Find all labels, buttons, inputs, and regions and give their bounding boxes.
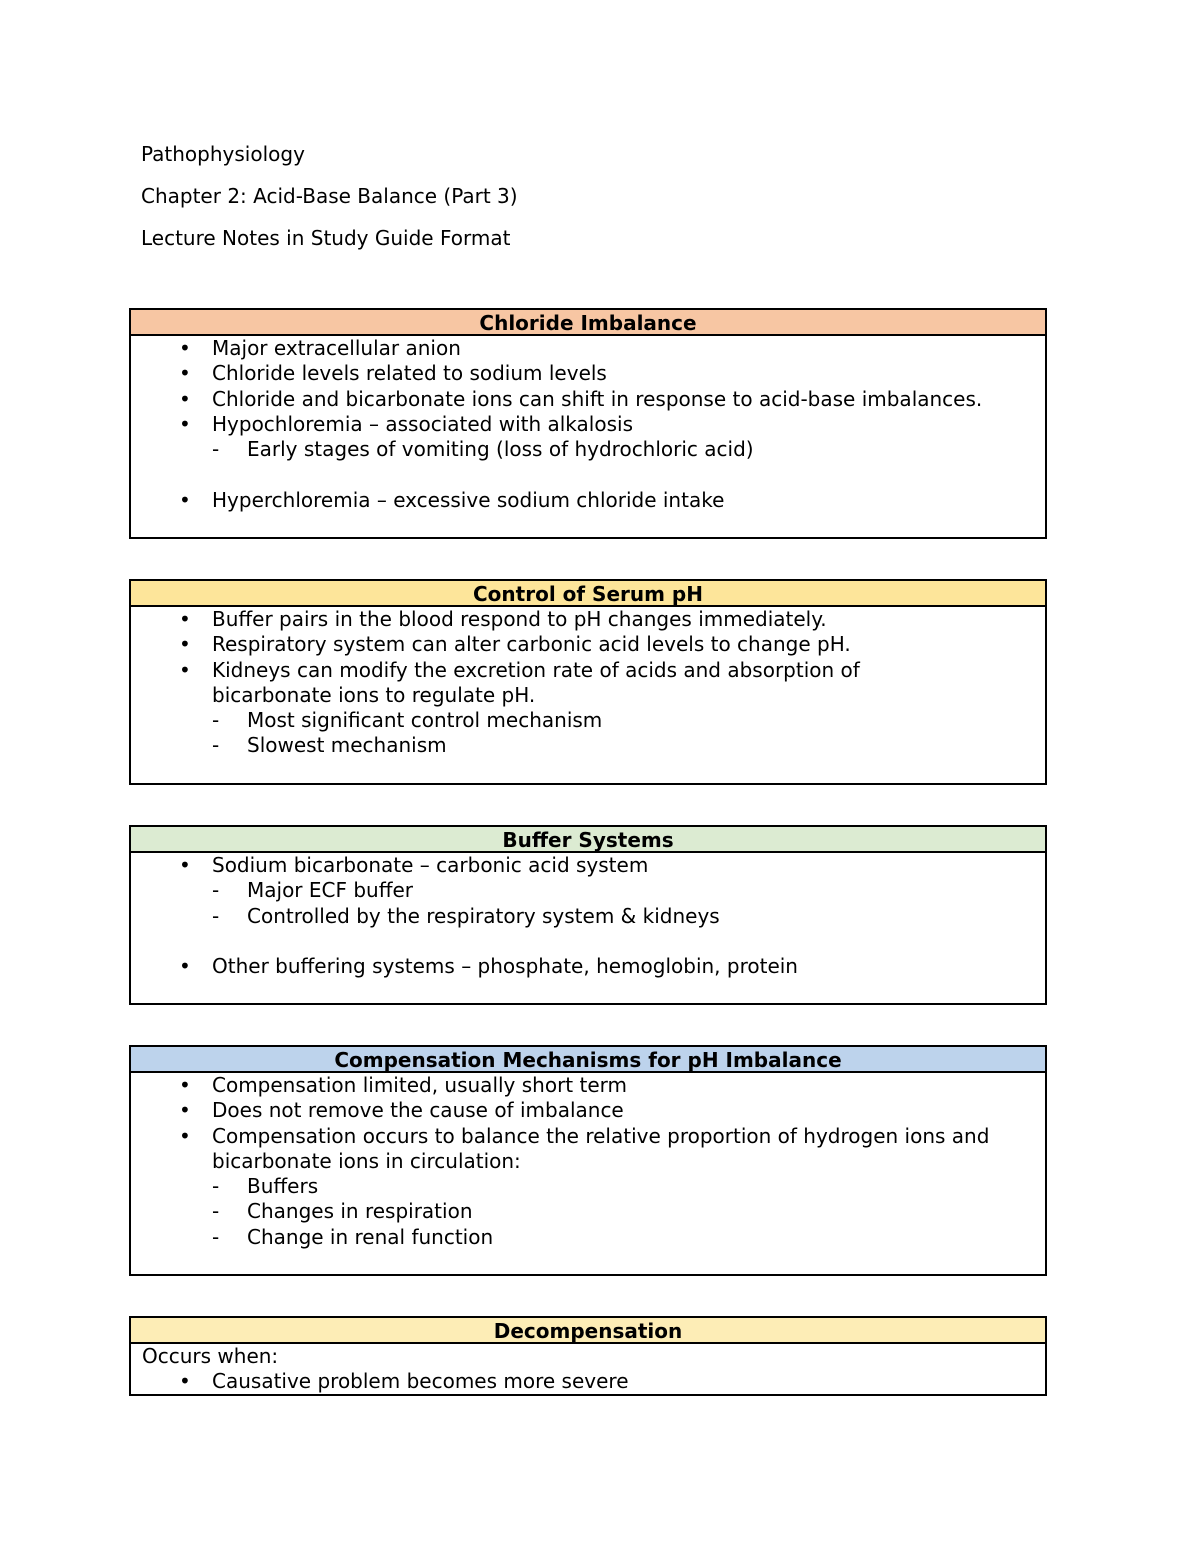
list-item: • Does not remove the cause of imbalance [179,1098,624,1123]
serum-ph-title: Control of Serum pH [131,581,1045,607]
dash-icon: - [212,1174,220,1199]
bullet-icon: • [179,386,191,411]
chloride-imbalance-body [131,336,1045,513]
sub-list-item: - Slowest mechanism [212,733,447,758]
course-title: Pathophysiology [141,142,305,166]
bullet-icon: • [179,1123,191,1148]
compensation-body [131,1073,1045,1250]
compensation-box [129,1045,1047,1276]
sub-list-item: - Early stages of vomiting (loss of hydrochloric acid) [212,437,754,462]
dash-icon: - [212,1199,220,1224]
dash-icon: - [212,903,220,928]
list-item: • Chloride and bicarbonate ions can shift in response to acid-base imbalances. [179,386,983,411]
list-item: • Causative problem becomes more severe [179,1369,629,1394]
list-item: • Compensation occurs to balance the relative proportion of hydrogen ions and bicarbonate ions in circulation: [179,1123,990,1173]
dash-icon: - [212,1224,220,1249]
list-item: • Hypochloremia – associated with alkalosis [179,411,633,436]
decompensation-box [129,1316,1047,1396]
bullet-icon: • [179,336,191,360]
bullet-icon: • [179,632,191,657]
bullet-icon: • [179,1369,191,1394]
bullet-icon: • [179,607,191,631]
decompensation-body [131,1344,1045,1395]
list-item: • Buffer pairs in the blood respond to pH changes immediately. [179,607,827,631]
sub-list-item: - Changes in respiration [212,1199,473,1224]
bullet-icon: • [179,487,191,512]
bullet-icon: • [179,853,191,877]
buffer-systems-body [131,853,1045,979]
list-item: • Compensation limited, usually short term [179,1073,627,1097]
bullet-icon: • [179,411,191,436]
decompensation-title: Decompensation [131,1318,1045,1344]
dash-icon: - [212,733,220,758]
list-item: • Chloride levels related to sodium levels [179,361,607,386]
sub-list-item: - Change in renal function [212,1224,494,1249]
bullet-icon: • [179,1098,191,1123]
decompensation-intro: Occurs when: [142,1344,279,1368]
list-item: • Kidneys can modify the excretion rate of acids and absorption of bicarbonate ions to regulate pH. [179,657,860,707]
bullet-icon: • [179,361,191,386]
list-item: • Hyperchloremia – excessive sodium chloride intake [179,487,725,512]
serum-ph-body [131,607,1045,759]
list-item: • Other buffering systems – phosphate, hemoglobin, protein [179,954,798,979]
sub-list-item: - Buffers [212,1174,319,1199]
buffer-systems-box [129,825,1047,1005]
chapter-title: Chapter 2: Acid-Base Balance (Part 3) [141,184,518,208]
sub-list-item: - Major ECF buffer [212,878,414,903]
list-item: • Major extracellular anion [179,336,461,360]
list-item: • Sodium bicarbonate – carbonic acid system [179,853,649,877]
format-subtitle: Lecture Notes in Study Guide Format [141,226,511,250]
buffer-systems-title: Buffer Systems [131,827,1045,853]
bullet-icon: • [179,954,191,979]
chloride-imbalance-box [129,308,1047,539]
dash-icon: - [212,708,220,733]
chloride-imbalance-title: Chloride Imbalance [131,310,1045,336]
sub-list-item: - Controlled by the respiratory system & kidneys [212,903,720,928]
serum-ph-box [129,579,1047,785]
bullet-icon: • [179,657,191,682]
bullet-icon: • [179,1073,191,1097]
dash-icon: - [212,437,220,462]
dash-icon: - [212,878,220,903]
list-item: • Respiratory system can alter carbonic acid levels to change pH. [179,632,851,657]
sub-list-item: - Most significant control mechanism [212,708,603,733]
compensation-title: Compensation Mechanisms for pH Imbalance [131,1047,1045,1073]
